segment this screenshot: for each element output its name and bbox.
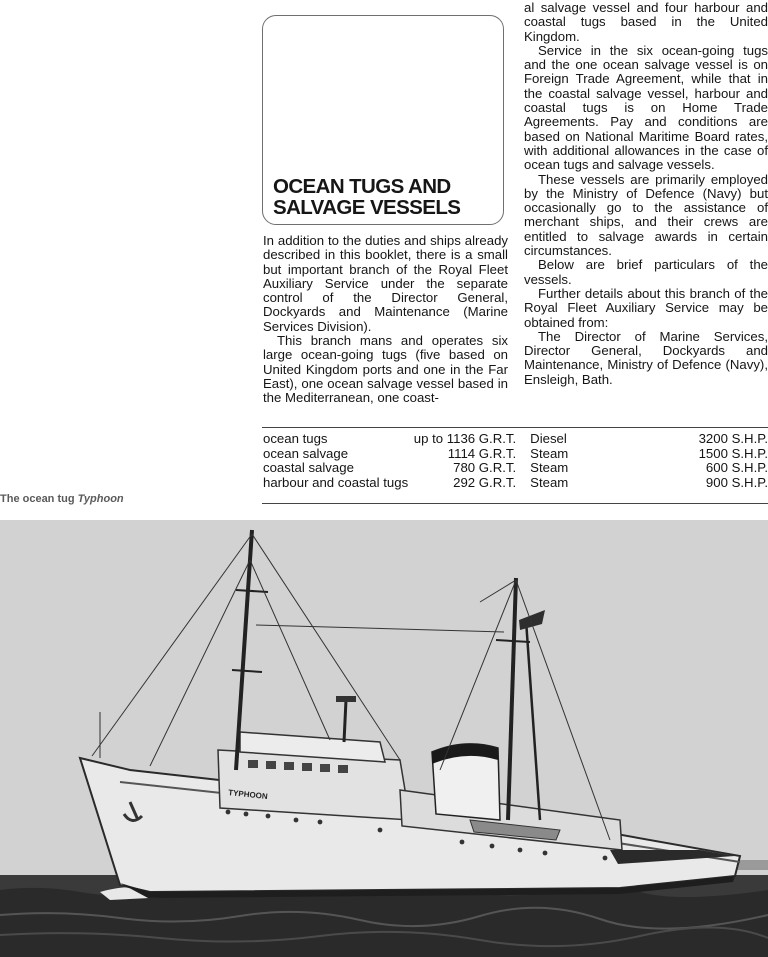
page-title-line-2: SALVAGE VESSELS xyxy=(273,196,461,219)
hull-name-text: TYPHOON xyxy=(227,788,269,802)
tonnage-cell: 1114 G.R.T. xyxy=(447,445,517,461)
photo-caption xyxy=(0,493,124,505)
paragraph-branch-continued: al salvage vessel and four harbour and coastal tugs based in the United Kingdom. xyxy=(524,0,768,44)
table-row xyxy=(263,476,768,491)
paragraph-address: The Director of Marine Services, Director General, Dockyards and Maintenance, Ministry of Defence (Navy), Ensleigh, Bath. xyxy=(524,328,768,387)
page-title xyxy=(273,176,460,218)
power-cell: 1500 S.H.P. xyxy=(698,445,768,461)
paragraph-employment: These vessels are primarily employed by the Ministry of Defence (Navy) but occasionally go to the assistance of merchant ships, and their crews are entitled to salvage awards in certain circumstances. xyxy=(524,171,768,259)
table-row xyxy=(263,447,768,462)
engine-cell: Steam xyxy=(530,474,569,490)
ship-illustration xyxy=(0,520,768,957)
engine-cell: Steam xyxy=(530,460,569,476)
caption-ship-name: Typhoon xyxy=(77,493,124,505)
text-column-left xyxy=(263,234,508,406)
text-column-right xyxy=(524,1,768,387)
paragraph-further-details: Further details about this branch of the Royal Fleet Auxiliary Service may be obtained from: xyxy=(524,285,768,330)
vessel-particulars-table xyxy=(263,432,768,490)
table-top-rule xyxy=(262,427,768,428)
vessel-type-cell: harbour and coastal tugs xyxy=(263,474,409,490)
caption-prefix: The ocean tug xyxy=(0,493,75,505)
paragraph-branch: This branch mans and operates six large ocean-going tugs (five based on United Kingdom ports and one in the Far East), one ocean salvage vessel based in the Mediterranean, one coast- xyxy=(263,333,508,406)
vessel-type-cell: ocean salvage xyxy=(263,445,349,461)
engine-cell: Steam xyxy=(530,445,569,461)
heading-panel xyxy=(262,15,504,225)
ship-photo xyxy=(0,520,768,957)
table-bottom-rule xyxy=(262,503,768,504)
paragraph-service: Service in the six ocean-going tugs and the one ocean salvage vessel is on Foreign Trade Agreement, while that in the coastal salvage vessel, harbour and coastal tugs is on Home Trade Agreements. Pay and conditions are based on National Maritime Board rates, with additional allowances in the case of ocean tugs and salvage vessels. xyxy=(524,42,768,173)
table-row xyxy=(263,432,768,447)
vessel-type-cell: ocean tugs xyxy=(263,431,328,446)
page-title-line-1: OCEAN TUGS AND xyxy=(273,175,451,198)
vessel-type-cell: coastal salvage xyxy=(263,460,354,476)
tonnage-cell: up to 1136 G.R.T. xyxy=(413,431,517,446)
table-row xyxy=(263,461,768,476)
power-cell: 3200 S.H.P. xyxy=(698,431,768,446)
engine-cell: Diesel xyxy=(530,431,567,446)
power-cell: 600 S.H.P. xyxy=(705,460,768,476)
tonnage-cell: 780 G.R.T. xyxy=(453,460,517,476)
paragraph-particulars: Below are brief particulars of the vessels. xyxy=(524,257,768,287)
power-cell: 900 S.H.P. xyxy=(705,474,768,490)
paragraph-intro: In addition to the duties and ships already described in this booklet, there is a small but important branch of the Royal Fleet Auxiliary Service under the separate control of the Director General, Dockyards and Maintenance (Marine Services Division). xyxy=(263,233,508,334)
tonnage-cell: 292 G.R.T. xyxy=(453,474,517,490)
